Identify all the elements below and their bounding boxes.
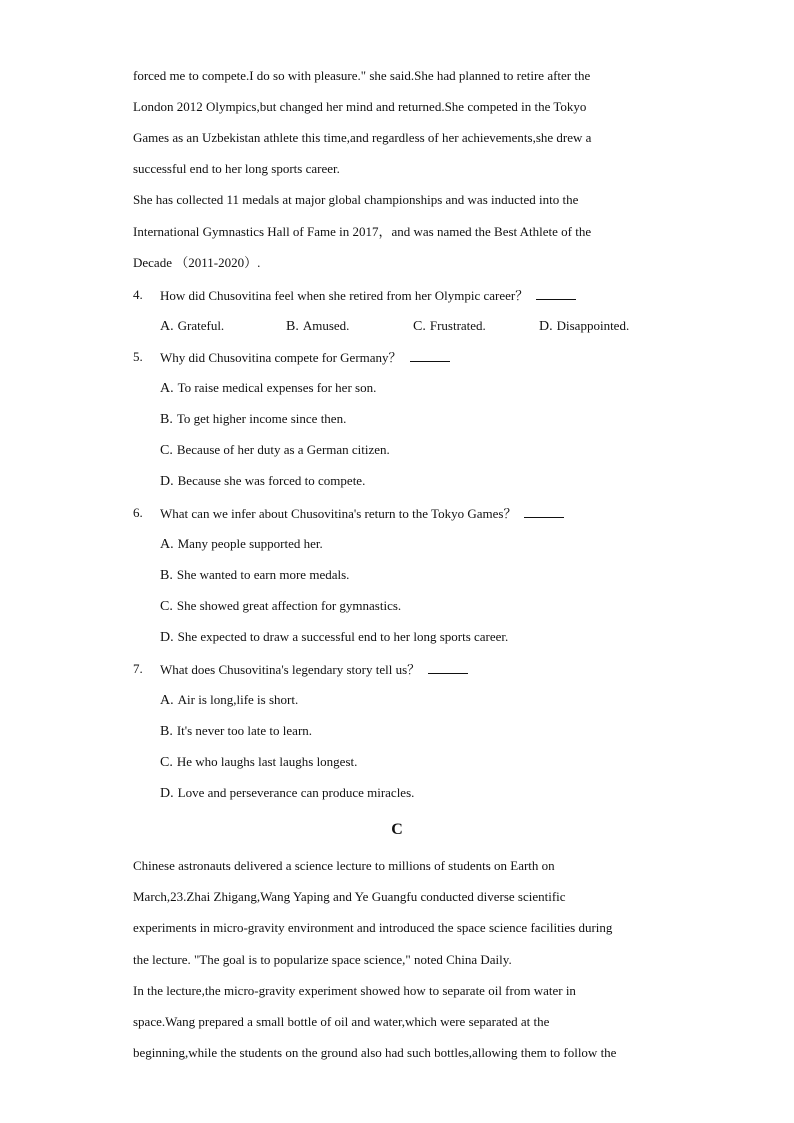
option-text: Air is long,life is short. — [177, 692, 299, 707]
section-heading: C — [391, 821, 403, 838]
option-c — [160, 754, 357, 771]
question-number: 6. — [133, 505, 143, 520]
option-d — [160, 473, 365, 490]
option-d — [539, 318, 629, 335]
answer-blank — [410, 349, 450, 362]
question-text: How did Chusovitina feel when she retired from her Olympic career？ — [160, 288, 529, 303]
option-d — [160, 629, 508, 646]
answer-blank — [428, 661, 468, 674]
option-letter: C. — [160, 599, 173, 614]
option-letter: C. — [160, 443, 173, 458]
option-d — [160, 785, 414, 802]
option-b — [160, 567, 349, 584]
option-text: Many people supported her. — [177, 536, 323, 551]
passage-line: forced me to compete.I do so with pleasure." she said.She had planned to retire after the — [133, 68, 591, 83]
option-text: Because of her duty as a German citizen. — [176, 442, 390, 457]
passage-line: Decade （2011-2020）. — [133, 255, 261, 270]
option-a — [160, 692, 298, 709]
option-letter: C. — [160, 755, 173, 770]
passage-line: In the lecture,the micro-gravity experiment showed how to separate oil from water in — [133, 983, 576, 998]
question-text: What can we infer about Chusovitina's return to the Tokyo Games？ — [160, 506, 517, 521]
option-a — [160, 536, 323, 553]
option-letter: A. — [160, 381, 174, 396]
passage-line: Chinese astronauts delivered a science lecture to millions of students on Earth on — [133, 858, 555, 873]
passage-line: experiments in micro-gravity environment and introduced the space science facilities during — [133, 920, 613, 935]
option-letter: B. — [160, 412, 173, 427]
passage-line: She has collected 11 medals at major global championships and was inducted into the — [133, 192, 579, 207]
question-5 — [160, 349, 450, 366]
option-text: She showed great affection for gymnastics. — [176, 598, 402, 613]
option-letter: D. — [160, 786, 174, 801]
option-text: She expected to draw a successful end to her long sports career. — [177, 629, 509, 644]
option-text: Amused. — [302, 318, 350, 333]
question-4 — [160, 287, 576, 304]
option-a — [160, 318, 224, 335]
option-c — [160, 442, 390, 459]
option-letter: A. — [160, 537, 174, 552]
passage-line: March,23.Zhai Zhigang,Wang Yaping and Ye Guangfu conducted diverse scientific — [133, 889, 566, 904]
question-6 — [160, 505, 564, 522]
passage-line: beginning,while the students on the ground also had such bottles,allowing them to follow the — [133, 1045, 617, 1060]
question-number: 7. — [133, 661, 143, 676]
option-letter: D. — [160, 630, 174, 645]
option-b — [286, 318, 349, 335]
option-c — [413, 318, 486, 335]
option-letter: B. — [160, 724, 173, 739]
question-7 — [160, 661, 468, 678]
option-b — [160, 411, 346, 428]
option-letter: A. — [160, 693, 174, 708]
option-letter: B. — [286, 319, 299, 334]
option-letter: A. — [160, 319, 174, 334]
option-text: She wanted to earn more medals. — [176, 567, 350, 582]
option-letter: C. — [413, 319, 426, 334]
answer-blank — [536, 287, 576, 300]
option-text: Disappointed. — [556, 318, 630, 333]
option-letter: B. — [160, 568, 173, 583]
option-b — [160, 723, 312, 740]
passage-line: Games as an Uzbekistan athlete this time,and regardless of her achievements,she drew a — [133, 130, 592, 145]
option-text: It's never too late to learn. — [176, 723, 313, 738]
question-text: Why did Chusovitina compete for Germany？ — [160, 350, 402, 365]
question-number: 5. — [133, 349, 143, 364]
option-text: He who laughs last laughs longest. — [176, 754, 358, 769]
passage-line: the lecture. "The goal is to popularize space science," noted China Daily. — [133, 952, 512, 967]
option-text: Frustrated. — [429, 318, 486, 333]
option-text: To get higher income since then. — [176, 411, 347, 426]
option-text: Because she was forced to compete. — [177, 473, 366, 488]
option-text: Love and perseverance can produce miracles. — [177, 785, 415, 800]
option-text: Grateful. — [177, 318, 225, 333]
option-c — [160, 598, 401, 615]
passage-line: successful end to her long sports career. — [133, 161, 340, 176]
option-a — [160, 380, 376, 397]
option-text: To raise medical expenses for her son. — [177, 380, 377, 395]
question-number: 4. — [133, 287, 143, 302]
answer-blank — [524, 505, 564, 518]
option-letter: D. — [160, 474, 174, 489]
option-letter: D. — [539, 319, 553, 334]
passage-line: space.Wang prepared a small bottle of oil and water,which were separated at the — [133, 1014, 550, 1029]
passage-line: International Gymnastics Hall of Fame in 2017，and was named the Best Athlete of the — [133, 224, 592, 239]
question-text: What does Chusovitina's legendary story tell us？ — [160, 662, 421, 677]
passage-line: London 2012 Olympics,but changed her mind and returned.She competed in the Tokyo — [133, 99, 587, 114]
